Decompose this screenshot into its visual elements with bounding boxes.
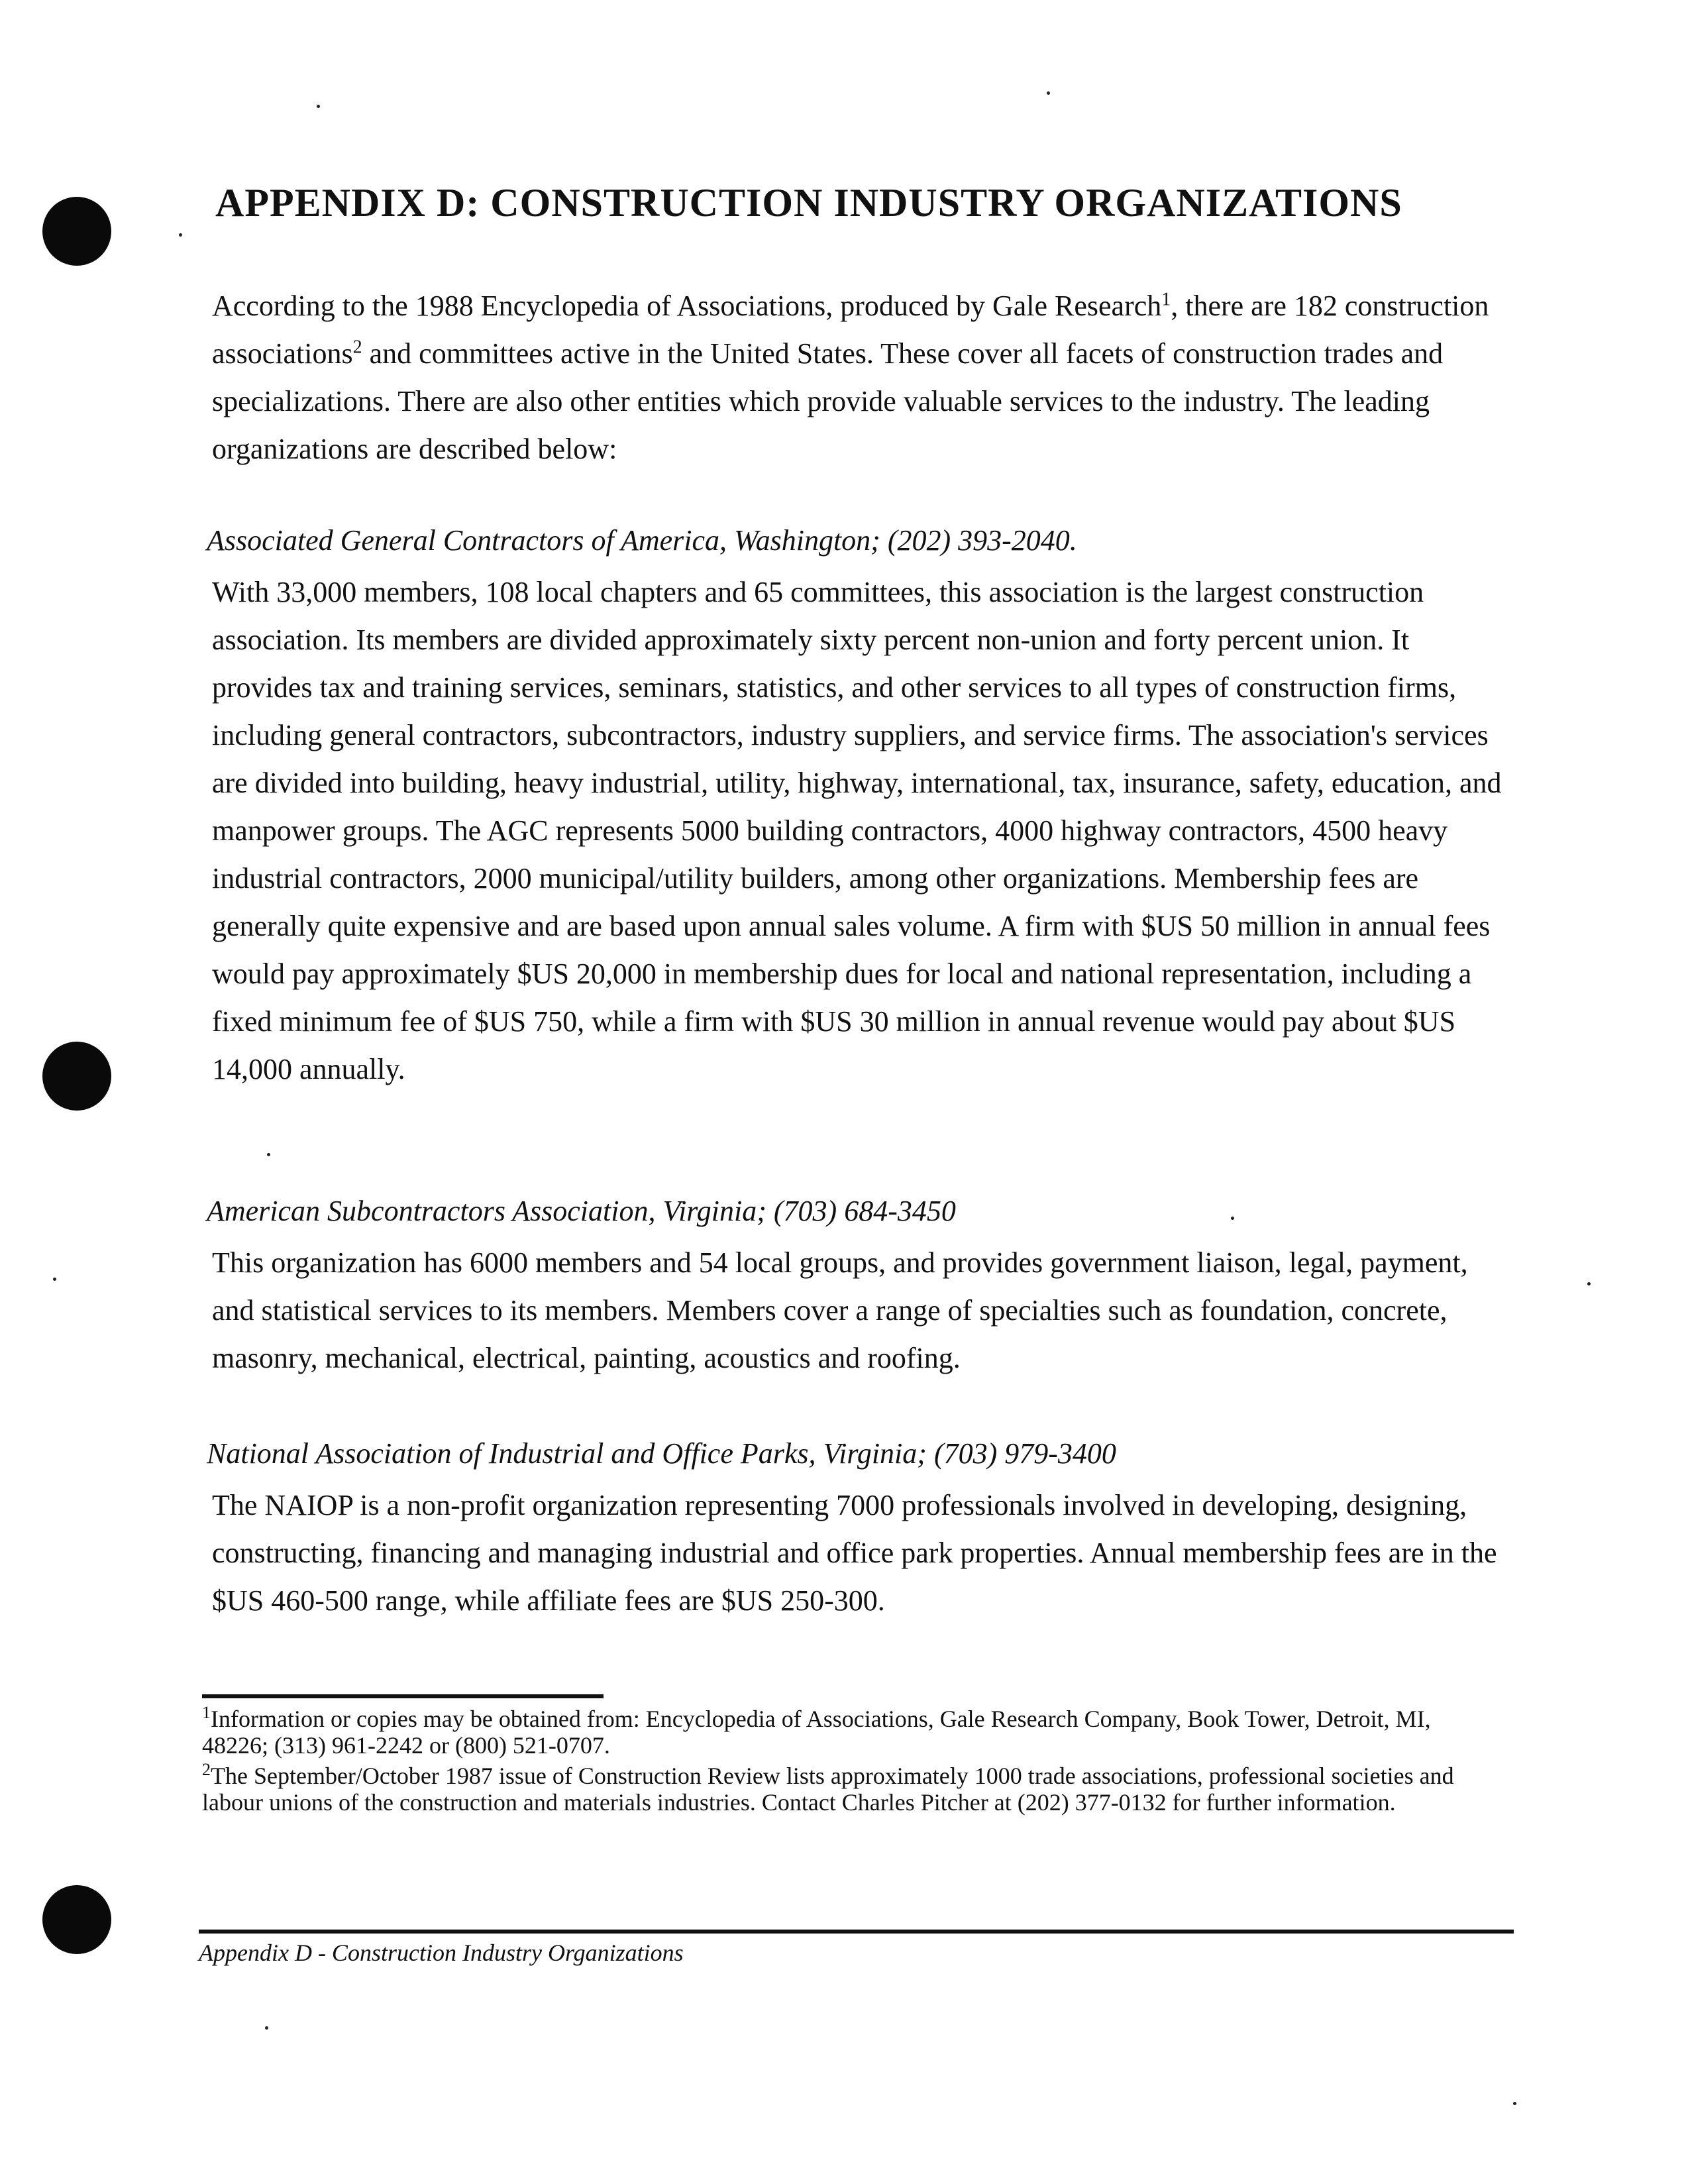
footnote-1-mark: 1 (202, 1703, 211, 1722)
org-heading-agc: Associated General Contractors of America, Washington; (202) 393-2040. (207, 524, 1077, 557)
scan-speck (1513, 2102, 1516, 2105)
footnote-ref-1: 1 (1161, 289, 1171, 310)
punch-hole-bottom (42, 1885, 111, 1954)
org-description-asa: This organization has 6000 members and 54 local groups, and provides government liaison, legal, payment, and statistical services to its members. Members cover a range of specialties such as foundation, concrete, masonry, mechanical, electrical, painting, acoustics and roofing. (212, 1246, 1468, 1374)
scan-speck (179, 233, 182, 237)
footnote-separator (202, 1694, 604, 1698)
footnote-1 (202, 1703, 1500, 1759)
footnote-1-text: Information or copies may be obtained from: Encyclopedia of Associations, Gale Research Company, Book Tower, Detroit, MI, 48226; (313) 961-2242 or (800) 521-0707. (202, 1706, 1431, 1759)
scan-speck (265, 2026, 268, 2030)
punch-hole-top (42, 197, 111, 266)
page-footer: Appendix D - Construction Industry Organizations (199, 1939, 684, 1966)
page-title: APPENDIX D: CONSTRUCTION INDUSTRY ORGANIZATIONS (215, 181, 1402, 225)
footnote-2-mark: 2 (202, 1760, 211, 1779)
footnote-2 (202, 1760, 1500, 1816)
scan-speck (53, 1278, 56, 1281)
org-description-agc: With 33,000 members, 108 local chapters and 65 committees, this association is the largest construction association. Its members are divided approximately sixty percent non-union and forty percent union. It provides tax and training services, seminars, statistics, and other services to all types of construction firms, including general contractors, subcontractors, industry suppliers, and service firms. The association's services are divided into building, heavy industrial, utility, highway, international, tax, insurance, safety, education, and manpower groups. The AGC represents 5000 building contractors, 4000 highway contractors, 4500 heavy industrial contractors, 2000 municipal/utility builders, among other organizations. Membership fees are generally quite expensive and are based upon annual sales volume. A firm with $US 50 million in annual fees would pay approximately $US 20,000 in membership dues for local and national representation, including a fixed minimum fee of $US 750, while a firm with $US 30 million in annual revenue would pay about $US 14,000 annually. (212, 576, 1502, 1085)
scan-speck (1587, 1282, 1591, 1285)
org-description-naiop: The NAIOP is a non-profit organization representing 7000 professionals involved in developing, designing, constructing, financing and managing industrial and office park properties. Annual membership fees are in the $US 460-500 range, while affiliate fees are $US 250-300. (212, 1489, 1497, 1617)
org-heading-asa: American Subcontractors Association, Virginia; (703) 684-3450 (207, 1195, 956, 1227)
scan-speck (1047, 91, 1050, 95)
scan-speck (267, 1153, 270, 1156)
intro-text-middle: , there are 182 construction associations (212, 290, 1489, 370)
intro-paragraph (212, 282, 1504, 473)
footer-rule (199, 1930, 1514, 1934)
intro-text-end: and committees active in the United States. These cover all facets of construction trades and specializations. There are also other entities which provide valuable services to the industry. The leading organizations are described below: (212, 337, 1444, 465)
punch-hole-middle (42, 1042, 111, 1111)
footnote-2-text: The September/October 1987 issue of Construction Review lists approximately 1000 trade associations, professional societies and labour unions of the construction and materials industries. Contact Charles Pitcher at (202) 377-0132 for further information. (202, 1763, 1454, 1816)
intro-text-start: According to the 1988 Encyclopedia of Associations, produced by Gale Research (212, 290, 1162, 322)
footnote-ref-2: 2 (352, 337, 362, 358)
org-heading-naiop: National Association of Industrial and Office Parks, Virginia; (703) 979-3400 (207, 1437, 1116, 1470)
scan-speck (317, 105, 320, 108)
